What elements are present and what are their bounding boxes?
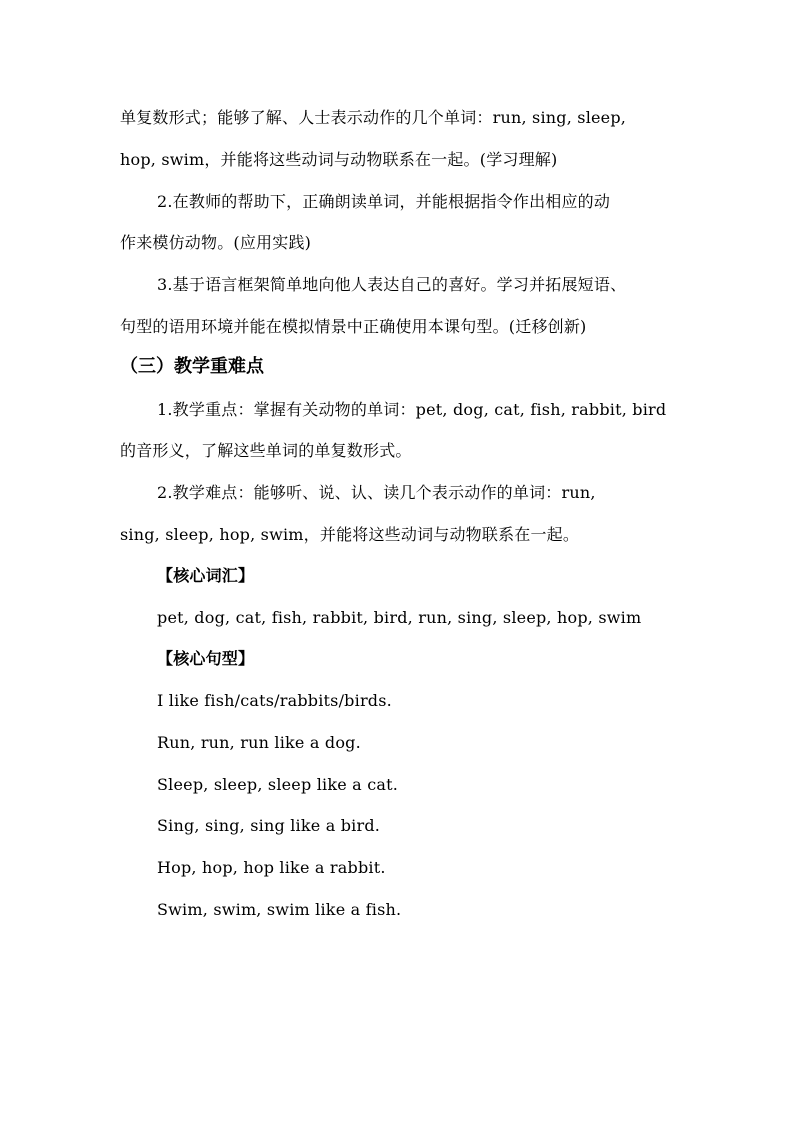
key-point-line-1: 1.教学重点：掌握有关动物的单词：pet, dog, cat, fish, rabbit, bird (157, 400, 667, 419)
section-heading-key-difficult: （三）教学重难点 (120, 356, 264, 377)
objective-2-line-1: 2.在教师的帮助下，正确朗读单词，并能根据指令作出相应的动 (157, 192, 611, 211)
core-vocab-label: 【核心词汇】 (157, 566, 255, 585)
objective-3-line-1: 3.基于语言框架简单地向他人表达自己的喜好。学习并拓展短语、 (157, 275, 627, 294)
objective-3-line-2: 句型的语用环境并能在模拟情景中正确使用本课句型。(迁移创新) (120, 317, 587, 336)
objective-2-line-2: 作来模仿动物。(应用实践) (120, 233, 312, 252)
core-sentence-2: Run, run, run like a dog. (157, 733, 361, 752)
core-sentence-1: I like fish/cats/rabbits/birds. (157, 691, 392, 710)
core-sentence-5: Hop, hop, hop like a rabbit. (157, 858, 386, 877)
core-sentence-3: Sleep, sleep, sleep like a cat. (157, 775, 399, 794)
objective-1-line-1: 单复数形式；能够了解、人士表示动作的几个单词：run, sing, sleep, (120, 108, 627, 127)
core-sentence-6: Swim, swim, swim like a fish. (157, 900, 402, 919)
core-vocab-words: pet, dog, cat, fish, rabbit, bird, run, sing, sleep, hop, swim (157, 608, 642, 627)
key-point-line-2: 的音形义，了解这些单词的单复数形式。 (120, 441, 412, 460)
difficult-point-line-2: sing, sleep, hop, swim，并能将这些动词与动物联系在一起。 (120, 525, 580, 544)
difficult-point-line-1: 2.教学难点：能够听、说、认、读几个表示动作的单词：run, (157, 483, 596, 502)
core-sentences-label: 【核心句型】 (157, 649, 255, 668)
objective-1-line-2: hop, swim，并能将这些动词与动物联系在一起。(学习理解) (120, 150, 558, 169)
core-sentence-4: Sing, sing, sing like a bird. (157, 816, 381, 835)
